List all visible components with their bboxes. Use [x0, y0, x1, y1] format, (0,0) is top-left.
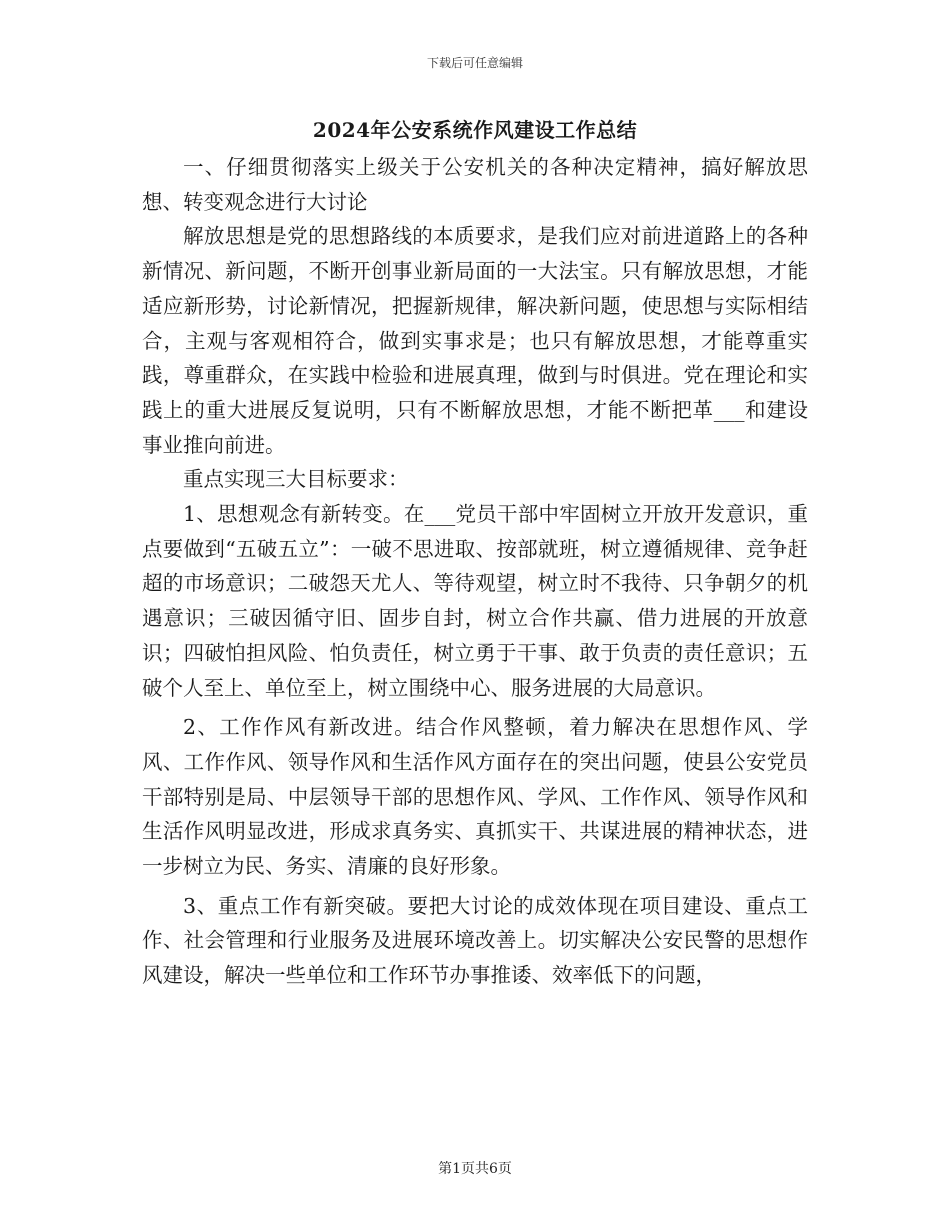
body-paragraph: 1、思想观念有新转变。在___党员干部中牢固树立开放开发意识，重点要做到“五破五立”：一破不思进取、按部就班，树立遵循规律、竞争赶超的市场意识；二破怨天尤人、等待观望，树立时不我待、只争朝夕的机遇意识；三破因循守旧、固步自封，树立合作共赢、借力进展的开放意识；四破怕担风险、怕负责任，树立勇于干事、敢于负责的责任意识；五破个人至上、单位至上，树立围绕中心、服务进展的大局意识。	[142, 502, 808, 700]
body-paragraph: 2、工作作风有新改进。结合作风整顿，着力解决在思想作风、学风、工作作风、领导作风和生活作风方面存在的突出问题，使县公安党员干部特别是局、中层领导干部的思想作风、学风、工作作风、领导作风和生活作风明显改进，形成求真务实、真抓实干、共谋进展的精神状态，进一步树立为民、务实、清廉的良好形象。	[142, 715, 808, 879]
document-body	[142, 150, 808, 993]
body-paragraph: 解放思想是党的思想路线的本质要求，是我们应对前进道路上的各种新情况、新问题，不断开创事业新局面的一大法宝。只有解放思想，才能适应新形势，讨论新情况，把握新规律，解决新问题，使思想与实际相结合，主观与客观相符合，做到实事求是；也只有解放思想，才能尊重实践，尊重群众，在实践中检验和进展真理，做到与时俱进。党在理论和实践上的重大进展反复说明，只有不断解放思想，才能不断把革___和建设事业推向前进。	[142, 224, 808, 457]
document-title: 2024年公安系统作风建设工作总结	[312, 118, 638, 142]
section-heading: 一、仔细贯彻落实上级关于公安机关的各种决定精神，搞好解放思想、转变观念进行大讨论	[142, 155, 808, 214]
body-paragraph: 重点实现三大目标要求：	[183, 467, 409, 492]
header-note: 下载后可任意编辑	[426, 56, 523, 70]
body-paragraph: 3、重点工作有新突破。要把大讨论的成效体现在项目建设、重点工作、社会管理和行业服务及进展环境改善上。切实解决公安民警的思想作风建设，解决一些单位和工作环节办事推诿、效率低下的问题，	[142, 893, 808, 988]
page-footer: 第1页共6页	[438, 1161, 512, 1177]
